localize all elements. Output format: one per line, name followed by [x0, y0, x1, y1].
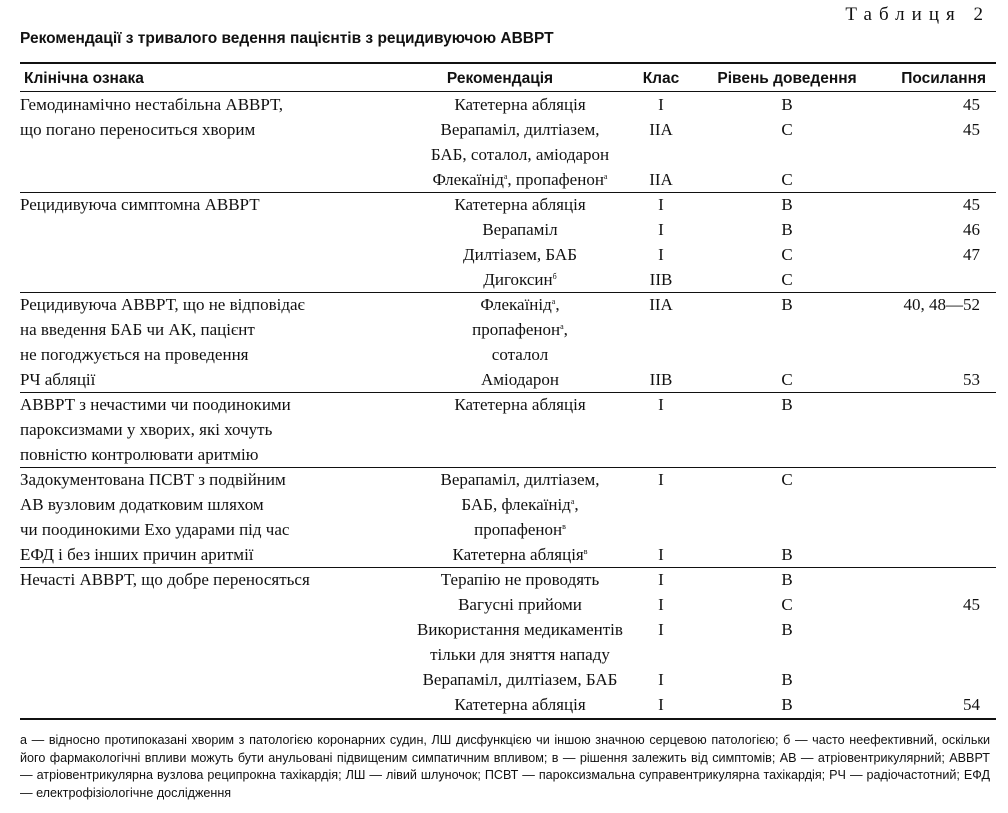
reference: 45	[963, 595, 980, 614]
class-value: I	[658, 670, 664, 689]
recommendation-text: пропафенон	[472, 320, 561, 339]
class-value: I	[658, 245, 664, 264]
recommendation	[380, 592, 660, 617]
evidence-level: B	[781, 195, 793, 214]
recommendation	[380, 567, 660, 592]
class-value: I	[658, 395, 664, 414]
reference: 40, 48—52	[903, 295, 980, 314]
recommendation-text: Верапаміл, дилтіазем,	[440, 120, 600, 139]
recommendation	[380, 692, 660, 717]
recommendation	[380, 192, 660, 217]
recommendation-text: Катетерна абляція	[452, 545, 584, 564]
class-value: I	[658, 470, 664, 489]
evidence-level: C	[781, 170, 793, 189]
recommendation-text: Флекаїнід	[480, 295, 552, 314]
class-value: I	[658, 695, 664, 714]
clinical-sign-line: що погано переноситься хворим	[20, 120, 256, 139]
clinical-sign	[20, 92, 380, 142]
clinical-sign-line: Задокументована ПСВТ з подвійним	[20, 470, 286, 489]
recommendation-text: Дигоксин	[483, 270, 553, 289]
footnote: а — відносно протипоказані хворим з патологією коронарних судин, ЛШ дисфункцією чи іншою значною серцевою патологією; б — часто неефективний, оскільки його фармакологічні впливи можуть бути анульовані підвищеним симпатичним впливом; в — рішення залежить від симптомів; АВ — атріовентрикулярний; АВВРТ — атріовентрикулярна вузлова реципрокна тахікардія; ЛШ — лівий шлуночок; ПСВТ — пароксизмальна суправентрикулярна тахікардія; РЧ — радіочастотний; ЕФД — електрофізіологічне дослідження	[20, 733, 990, 800]
evidence-level: B	[781, 220, 793, 239]
recommendation	[380, 467, 660, 492]
table-group	[20, 292, 996, 392]
clinical-sign-line: АВВРТ з нечастими чи поодинокими	[20, 395, 291, 414]
clinical-sign-line: не погоджується на проведення	[20, 345, 249, 364]
recommendation	[380, 542, 660, 567]
table-group	[20, 567, 996, 717]
evidence-level: B	[781, 95, 793, 114]
footnote-mark: в	[583, 547, 588, 556]
class-value: IIB	[649, 270, 673, 289]
recommendation-text-continued: ,	[555, 295, 560, 314]
evidence-level: C	[781, 120, 793, 139]
recommendation-text: Катетерна абляція	[454, 195, 586, 214]
clinical-sign	[20, 292, 380, 392]
evidence-level: B	[781, 545, 793, 564]
evidence-level: B	[781, 695, 793, 714]
col-header-rec: Рекомендація	[446, 70, 554, 87]
recommendation-text: соталол	[491, 345, 549, 364]
bottom-rule	[20, 718, 996, 720]
class-value: I	[658, 620, 664, 639]
recommendation-text: тільки для зняття нападу	[430, 645, 610, 664]
class-value: I	[658, 220, 664, 239]
reference: 45	[963, 120, 980, 139]
footnote-mark: в	[562, 522, 566, 531]
footnote-mark: а	[503, 172, 508, 181]
recommendation-text: Верапаміл, дилтіазем, БАБ	[422, 670, 618, 689]
evidence-level: C	[781, 270, 793, 289]
reference: 53	[963, 370, 980, 389]
class-value: IIA	[649, 170, 673, 189]
class-value: I	[658, 95, 664, 114]
clinical-sign	[20, 467, 380, 567]
recommendation	[380, 292, 660, 317]
class-value: I	[658, 595, 664, 614]
clinical-sign-line: на введення БАБ чи АК, пацієнт	[20, 320, 255, 339]
recommendation	[380, 117, 660, 142]
recommendation-text: Катетерна абляція	[454, 95, 586, 114]
recommendation-text-continued: ,	[563, 320, 568, 339]
clinical-sign-line: Рецидивуюча симптомна АВВРТ	[20, 195, 260, 214]
recommendation	[380, 367, 660, 392]
table-title: Рекомендації з тривалого ведення пацієнтів з рецидивуючою АВВРТ	[20, 30, 554, 47]
clinical-sign-line: чи поодинокими Ехо ударами під час	[20, 520, 290, 539]
recommendation	[380, 317, 660, 342]
clinical-sign-line: Гемодинамічно нестабільна АВВРТ,	[20, 95, 283, 114]
recommendation	[380, 342, 660, 367]
clinical-sign-line: пароксизмами у хворих, які хочуть	[20, 420, 273, 439]
recommendation-text: Аміодарон	[480, 370, 560, 389]
recommendation	[380, 667, 660, 692]
recommendation	[380, 142, 660, 167]
clinical-sign-line: Нечасті АВВРТ, що добре переносяться	[20, 570, 310, 589]
recommendation	[380, 617, 660, 642]
recommendation	[380, 392, 660, 417]
reference: 46	[963, 220, 980, 239]
recommendation-text: БАБ, соталол, аміодарон	[430, 145, 610, 164]
footnote-mark: а	[570, 497, 575, 506]
class-value: I	[658, 570, 664, 589]
class-value: I	[658, 545, 664, 564]
evidence-level: B	[781, 670, 793, 689]
recommendation-text: Флекаїнід	[432, 170, 504, 189]
clinical-sign-line: Рецидивуюча АВВРТ, що не відповідає	[20, 295, 305, 314]
recommendation-text: Катетерна абляція	[454, 395, 586, 414]
evidence-level: B	[781, 295, 793, 314]
footnote-mark: а	[551, 297, 556, 306]
table-group	[20, 192, 996, 292]
evidence-level: C	[781, 370, 793, 389]
footnote-mark: б	[552, 272, 557, 281]
recommendation	[380, 267, 660, 292]
table-group	[20, 467, 996, 567]
col-header-ref: Посилання	[901, 70, 986, 87]
reference: 45	[963, 195, 980, 214]
reference: 45	[963, 95, 980, 114]
clinical-sign-line: повністю контролювати аритмію	[20, 445, 259, 464]
col-header-sign: Клінічна ознака	[24, 70, 144, 87]
recommendation	[380, 517, 660, 542]
recommendation	[380, 242, 660, 267]
recommendation	[380, 167, 660, 192]
col-header-class: Клас	[642, 70, 680, 87]
clinical-sign-line: РЧ абляції	[20, 370, 96, 389]
recommendation	[380, 492, 660, 517]
recommendation	[380, 217, 660, 242]
top-rule	[20, 62, 996, 64]
recommendation-text: Терапію не проводять	[440, 570, 600, 589]
recommendation-text-continued: ,	[574, 495, 579, 514]
reference: 47	[963, 245, 980, 264]
col-header-level: Рівень доведення	[717, 70, 857, 87]
recommendation-text: Використання медикаментів	[417, 620, 623, 639]
class-value: I	[658, 195, 664, 214]
evidence-level: C	[781, 245, 793, 264]
recommendation-text: Дилтіазем, БАБ	[463, 245, 577, 264]
evidence-level: C	[781, 470, 793, 489]
footnote-mark: а	[603, 172, 608, 181]
clinical-sign	[20, 567, 380, 592]
clinical-sign	[20, 192, 380, 217]
clinical-sign-line: ЕФД і без інших причин аритмії	[20, 545, 254, 564]
table-group	[20, 92, 996, 192]
recommendation-text: Верапаміл, дилтіазем,	[440, 470, 600, 489]
recommendation-text: пропафенон	[474, 520, 563, 539]
evidence-level: B	[781, 395, 793, 414]
recommendation-text: Вагусні прийоми	[458, 595, 582, 614]
class-value: IIB	[649, 370, 673, 389]
evidence-level: B	[781, 570, 793, 589]
table-group	[20, 392, 996, 467]
clinical-sign	[20, 392, 380, 467]
evidence-level: B	[781, 620, 793, 639]
recommendation	[380, 642, 660, 667]
recommendation	[380, 92, 660, 117]
recommendation-text: Катетерна абляція	[454, 695, 586, 714]
table-label: Таблиця 2	[845, 4, 990, 25]
class-value: IIA	[649, 120, 673, 139]
recommendation-text: Верапаміл	[482, 220, 558, 239]
reference: 54	[963, 695, 980, 714]
class-value: IIA	[649, 295, 673, 314]
clinical-sign-line: АВ вузловим додатковим шляхом	[20, 495, 264, 514]
recommendation-text-continued: , пропафенон	[507, 170, 604, 189]
recommendation-text: БАБ, флекаїнід	[461, 495, 571, 514]
footnote-mark: а	[560, 322, 564, 331]
evidence-level: C	[781, 595, 793, 614]
